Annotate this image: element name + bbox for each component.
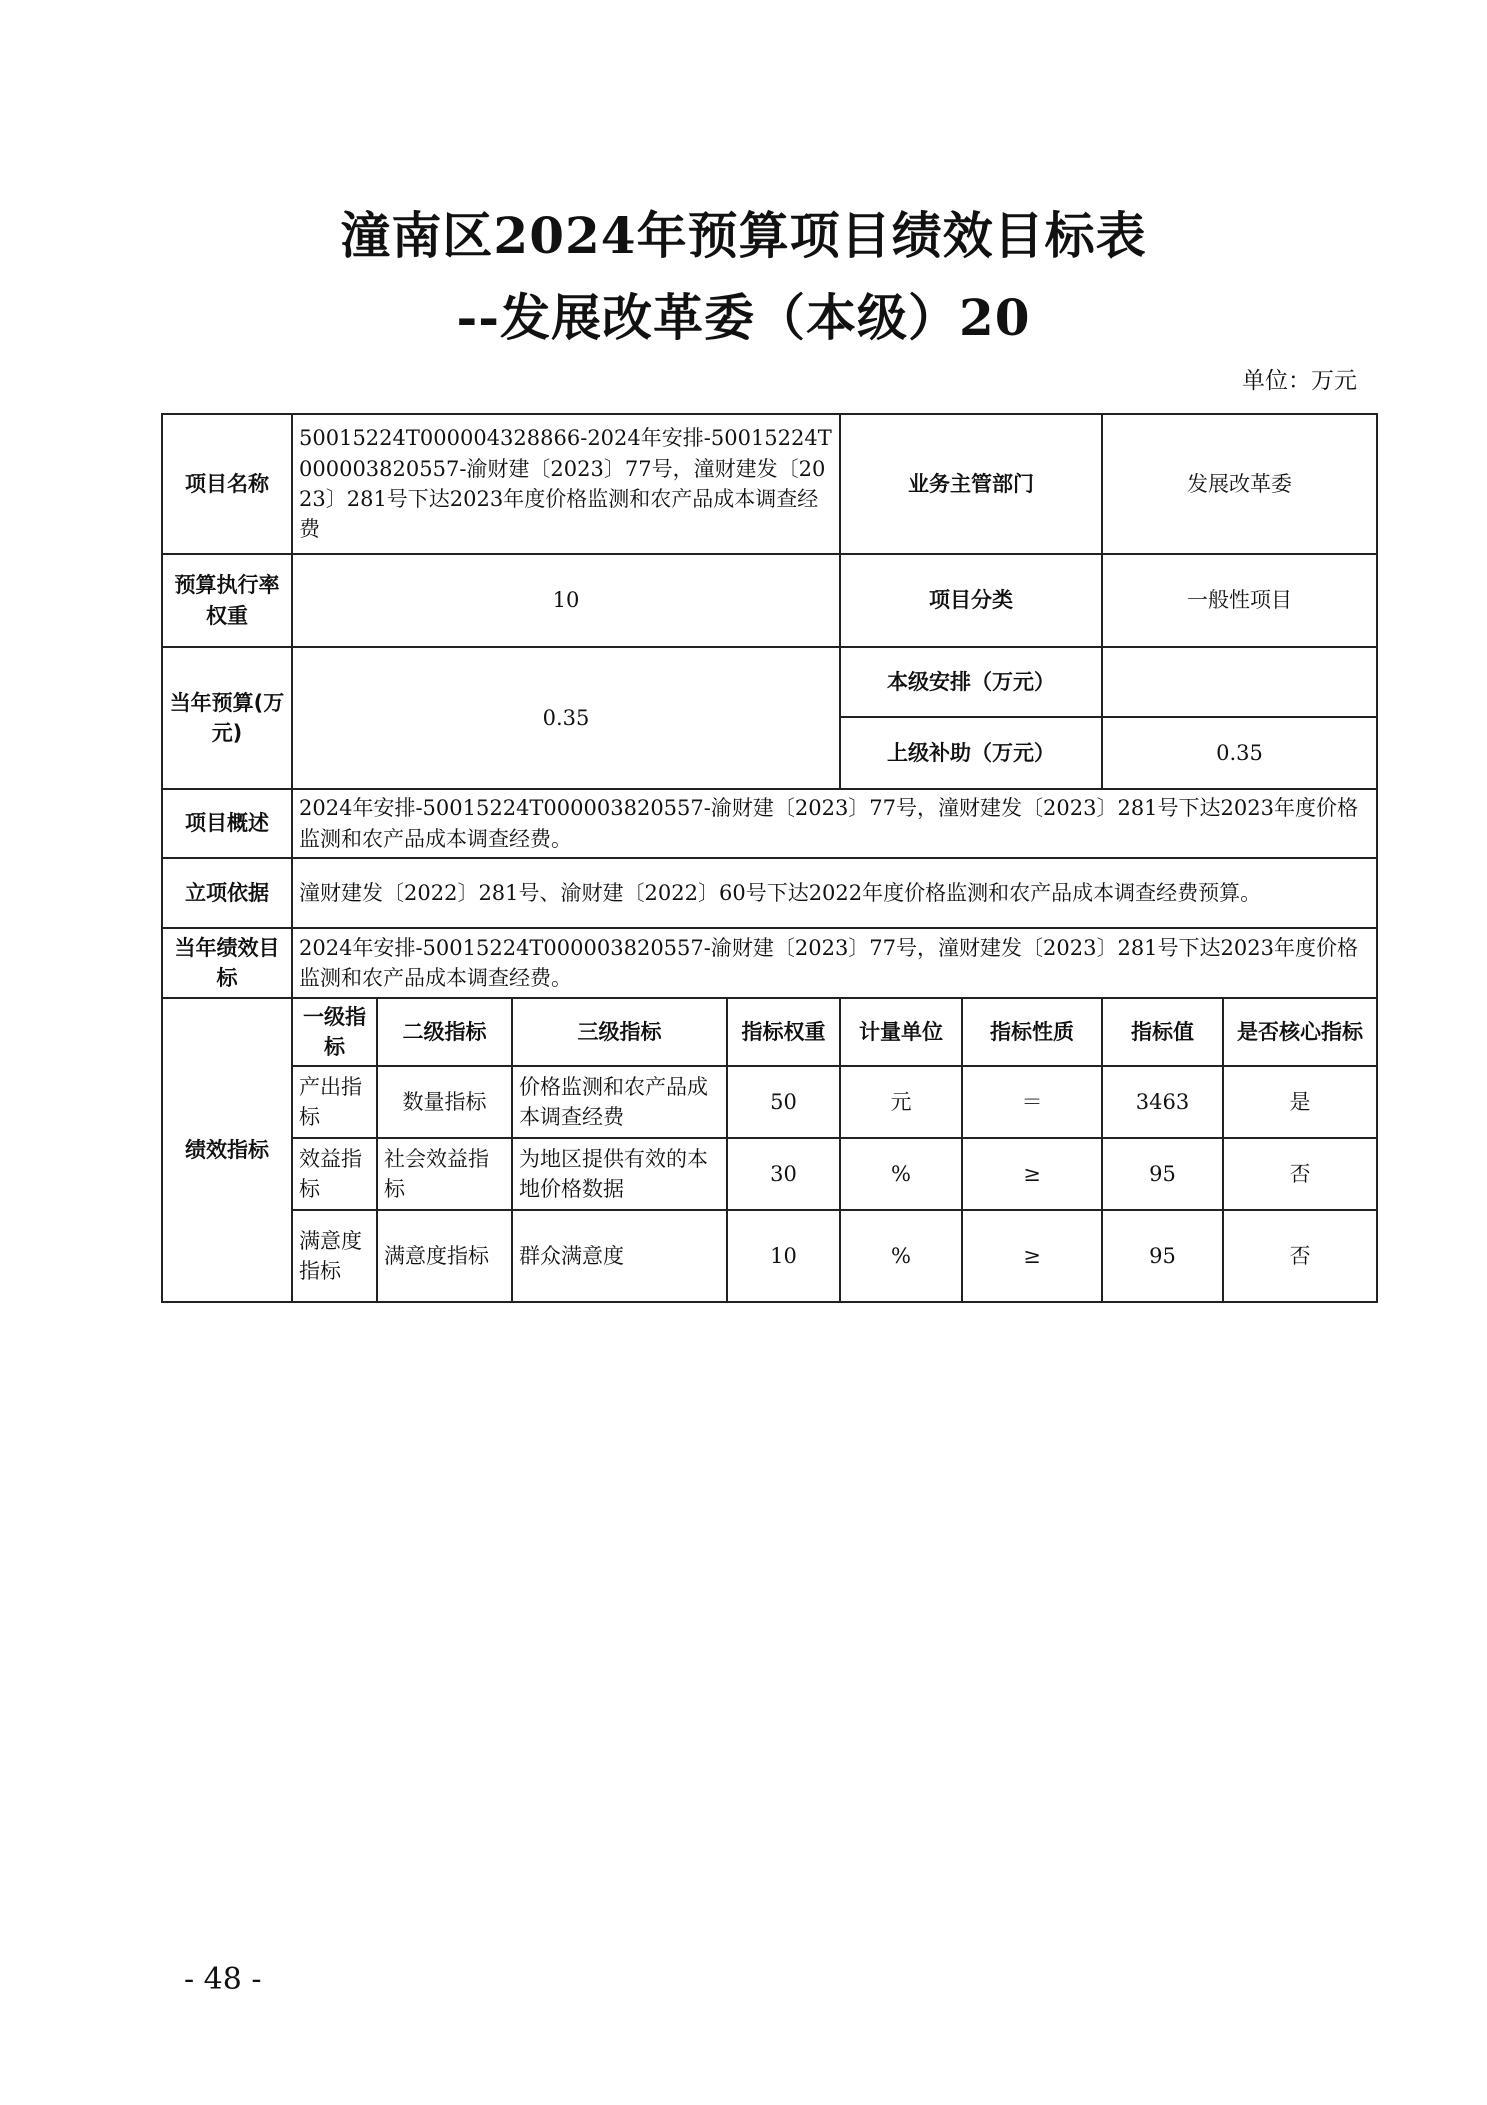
- header-cell: 指标权重: [727, 998, 840, 1066]
- value-basis: 潼财建发〔2022〕281号、渝财建〔2022〕60号下达2022年度价格监测和农产品成本调查经费预算。: [292, 858, 1377, 928]
- indicator-cell: 为地区提供有效的本地价格数据: [512, 1138, 727, 1210]
- row-basis: [162, 858, 1377, 928]
- value-dept: 发展改革委: [1102, 414, 1377, 554]
- indicator-cell: 满意度指标: [292, 1210, 377, 1302]
- indicator-cell: %: [840, 1210, 962, 1302]
- row-exec-weight: [162, 554, 1377, 647]
- indicator-cell: %: [840, 1138, 962, 1210]
- header-cell: 计量单位: [840, 998, 962, 1066]
- document-title-line2: --发展改革委（本级）20: [456, 288, 1031, 347]
- row-overview: [162, 789, 1377, 858]
- row-goal: [162, 928, 1377, 998]
- indicator-cell: 满意度指标: [377, 1210, 512, 1302]
- value-local: [1102, 647, 1377, 717]
- unit-label: 单位：万元: [1242, 368, 1357, 394]
- indicator-cell: 效益指标: [292, 1138, 377, 1210]
- label-dept: 业务主管部门: [840, 414, 1102, 554]
- performance-target-table: [161, 413, 1378, 1303]
- indicator-cell: 30: [727, 1138, 840, 1210]
- label-perf: 绩效指标: [162, 998, 292, 1302]
- label-category: 项目分类: [840, 554, 1102, 647]
- label-exec-weight: 预算执行率权重: [162, 554, 292, 647]
- label-goal: 当年绩效目标: [162, 928, 292, 998]
- header-cell: 指标值: [1102, 998, 1223, 1066]
- value-category: 一般性项目: [1102, 554, 1377, 647]
- value-overview: 2024年安排-50015224T000003820557-渝财建〔2023〕77号，潼财建发〔2023〕281号下达2023年度价格监测和农产品成本调查经费。: [292, 789, 1377, 858]
- indicator-cell: 50: [727, 1066, 840, 1138]
- value-budget: 0.35: [292, 647, 840, 789]
- page-number: - 48 -: [184, 1962, 262, 1997]
- indicator-cell: 价格监测和农产品成本调查经费: [512, 1066, 727, 1138]
- label-upper: 上级补助（万元）: [840, 717, 1102, 789]
- indicator-cell: 群众满意度: [512, 1210, 727, 1302]
- indicator-row: [162, 1138, 1377, 1210]
- indicator-row: [162, 1066, 1377, 1138]
- row-budget-local: [162, 647, 1377, 717]
- indicator-cell: ＝: [962, 1066, 1102, 1138]
- label-budget: 当年预算(万元): [162, 647, 292, 789]
- label-project-name: 项目名称: [162, 414, 292, 554]
- indicator-cell: 数量指标: [377, 1066, 512, 1138]
- value-project-name: 50015224T000004328866-2024年安排-50015224T000003820557-渝财建〔2023〕77号，潼财建发〔2023〕281号下达2023年度价格监测和农产品成本调查经费: [292, 414, 840, 554]
- indicator-cell: ≥: [962, 1138, 1102, 1210]
- indicator-cell: 是: [1223, 1066, 1377, 1138]
- header-cell: 一级指标: [292, 998, 377, 1066]
- value-goal: 2024年安排-50015224T000003820557-渝财建〔2023〕77号，潼财建发〔2023〕281号下达2023年度价格监测和农产品成本调查经费。: [292, 928, 1377, 998]
- label-local: 本级安排（万元）: [840, 647, 1102, 717]
- indicator-cell: 元: [840, 1066, 962, 1138]
- header-cell: 是否核心指标: [1223, 998, 1377, 1066]
- indicator-cell: 95: [1102, 1210, 1223, 1302]
- indicator-row: [162, 1210, 1377, 1302]
- indicator-cell: 95: [1102, 1138, 1223, 1210]
- indicator-cell: 社会效益指标: [377, 1138, 512, 1210]
- header-cell: 二级指标: [377, 998, 512, 1066]
- row-project-name: [162, 414, 1377, 554]
- label-basis: 立项依据: [162, 858, 292, 928]
- indicator-cell: 产出指标: [292, 1066, 377, 1138]
- header-cell: 指标性质: [962, 998, 1102, 1066]
- label-overview: 项目概述: [162, 789, 292, 858]
- value-exec-weight: 10: [292, 554, 840, 647]
- indicator-cell: 3463: [1102, 1066, 1223, 1138]
- header-cell: 三级指标: [512, 998, 727, 1066]
- indicator-cell: ≥: [962, 1210, 1102, 1302]
- document-title-line1: 潼南区2024年预算项目绩效目标表: [340, 206, 1147, 265]
- value-upper: 0.35: [1102, 717, 1377, 789]
- indicator-cell: 否: [1223, 1210, 1377, 1302]
- indicator-cell: 否: [1223, 1138, 1377, 1210]
- indicator-cell: 10: [727, 1210, 840, 1302]
- indicator-header-row: [162, 998, 1377, 1066]
